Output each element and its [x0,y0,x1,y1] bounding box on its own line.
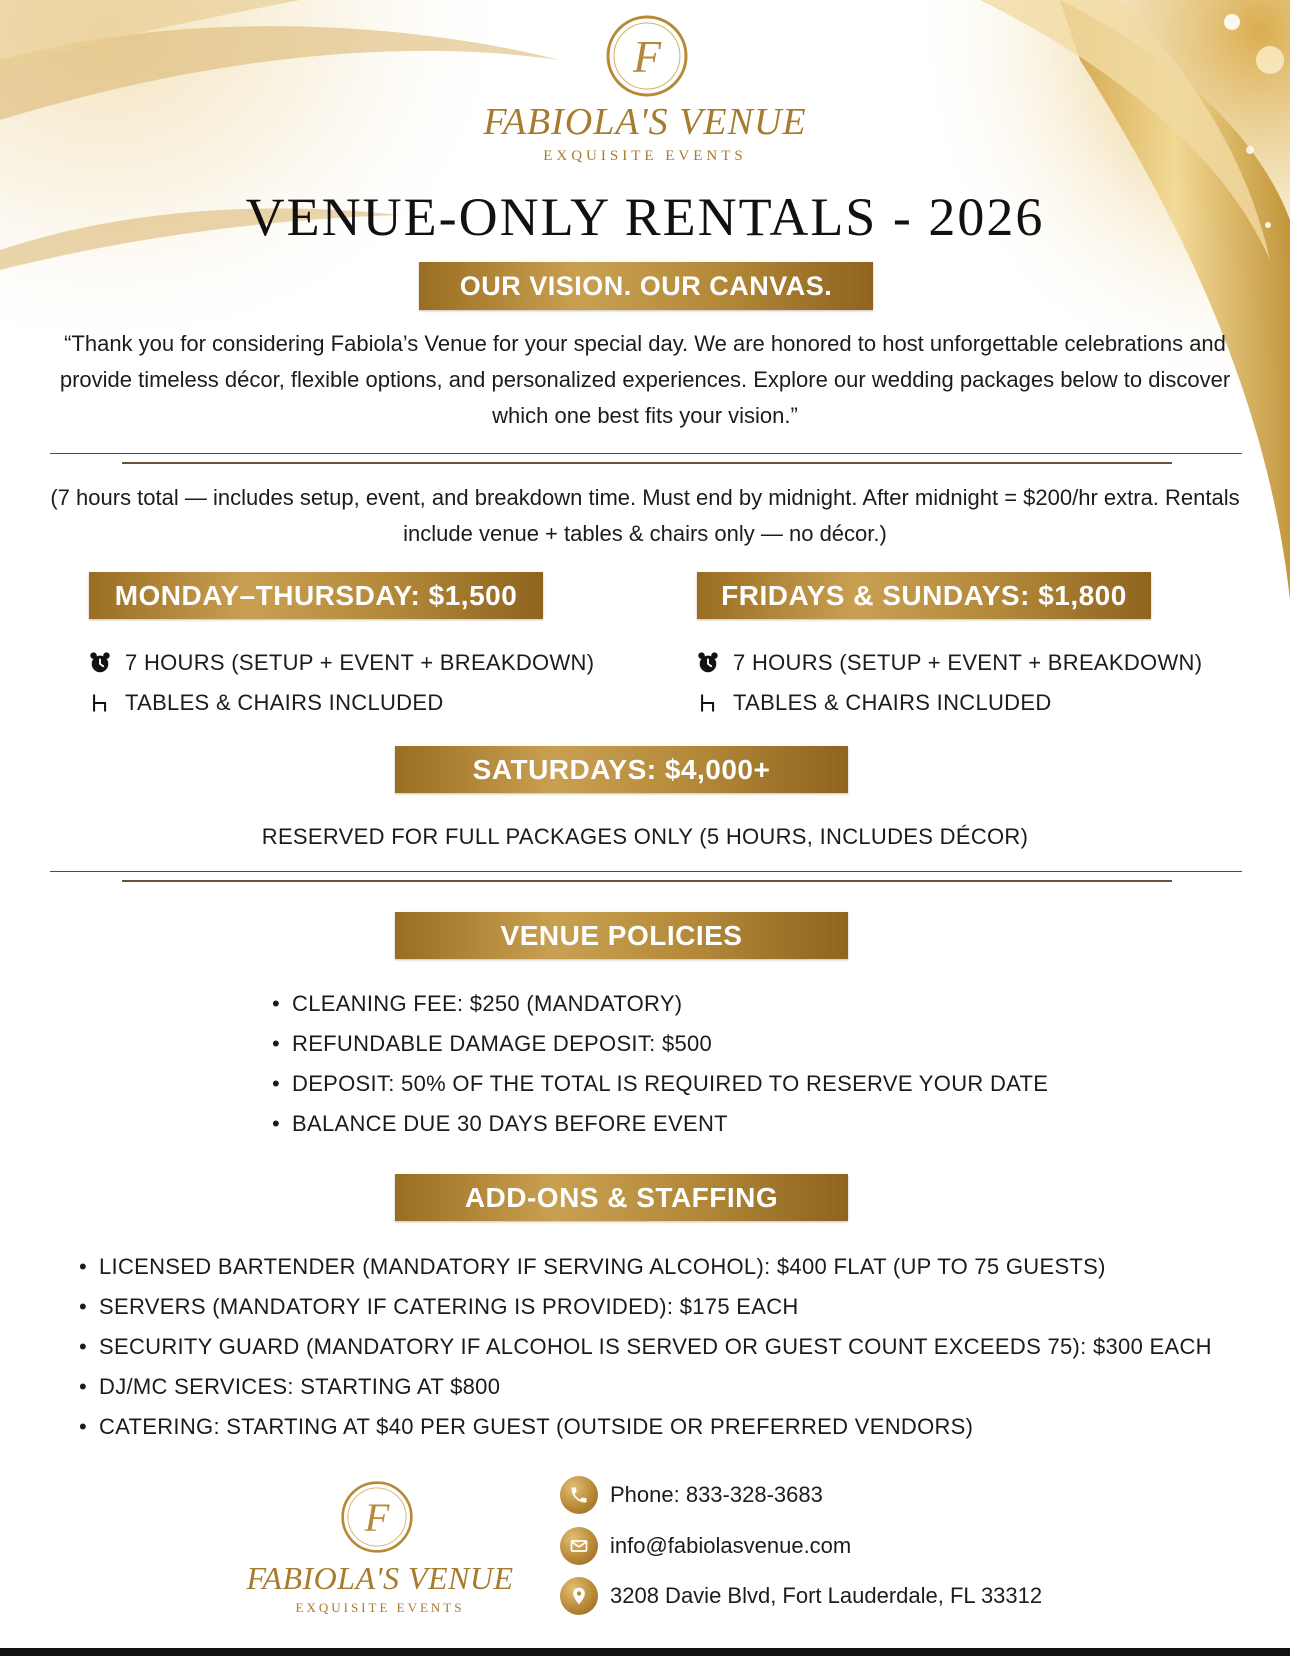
email-icon [560,1527,598,1565]
contact-phone[interactable] [560,1476,823,1514]
bullet: • [272,1111,281,1136]
weekday-price-label: MONDAY–THURSDAY: $1,500 [114,579,518,611]
contact-address[interactable] [560,1577,1042,1615]
list-item [79,1287,1212,1327]
saturday-price-banner [395,746,848,793]
addons-banner [395,1174,848,1221]
intro-paragraph: “Thank you for considering Fabiola’s Venue for your special day. We are honored to host unforgettable celebrations and provide timeless décor, flexible options, and personalized experiences. Explore our wedding packages below to discover which one best fits your vision.” [59,331,1231,428]
bullet: • [79,1374,88,1399]
addons-heading: ADD-ONS & STAFFING [464,1181,779,1213]
contact-email-text: info@fabiolasvenue.com [610,1533,852,1558]
brand-name: FABIOLA'S VENUE [483,101,807,143]
divider-top-inner [122,462,1172,464]
policy-text: REFUNDABLE DAMAGE DEPOSIT: $500 [292,1031,713,1056]
contact-phone-text: Phone: 833-328-3683 [610,1482,823,1507]
brand-tagline: EXQUISITE EVENTS [543,148,747,164]
policies-banner [395,912,848,959]
alarm-clock-icon [87,650,113,676]
monogram-logo-bottom [340,1480,414,1554]
fri-sun-price-label: FRIDAYS & SUNDAYS: $1,800 [721,579,1127,611]
list-item [272,984,1048,1024]
list-item [79,1327,1212,1367]
chair-icon [87,690,113,716]
list-item [272,1104,1048,1144]
hours-note: (7 hours total — includes setup, event, and breakdown time. Must end by midnight. After midnight = $200/hr extra. Rentals include venue + tables & chairs only — no décor.) [50,485,1240,546]
addon-text: SERVERS (MANDATORY IF CATERING IS PROVIDED): $175 EACH [99,1294,799,1319]
location-pin-icon [560,1577,598,1615]
fri-sun-feature-tables-text: TABLES & CHAIRS INCLUDED [733,690,1052,715]
addons-list [79,1247,1212,1447]
fri-sun-feature-hours [695,650,1202,676]
contact-email[interactable] [560,1527,851,1565]
list-item [79,1407,1212,1447]
phone-icon [560,1476,598,1514]
fri-sun-feature-tables [695,690,1052,716]
contact-address-text: 3208 Davie Blvd, Fort Lauderdale, FL 33312 [610,1583,1043,1608]
addon-text: LICENSED BARTENDER (MANDATORY IF SERVING ALCOHOL): $400 FLAT (UP TO 75 GUESTS) [99,1254,1106,1279]
addon-text: DJ/MC SERVICES: STARTING AT $800 [99,1374,501,1399]
brand-name-bottom: FABIOLA'S VENUE [246,1560,514,1596]
bullet: • [272,991,281,1016]
monogram-logo-top [605,14,689,98]
weekday-feature-tables-text: TABLES & CHAIRS INCLUDED [125,690,444,715]
subtitle-text: OUR VISION. OUR CANVAS. [459,270,833,301]
weekday-feature-hours [87,650,594,676]
chair-icon [695,690,721,716]
bottom-border [0,1648,1290,1656]
monogram-letter-bottom: F [364,1495,390,1541]
divider-top-outer [50,453,1242,454]
weekday-feature-hours-text: 7 HOURS (SETUP + EVENT + BREAKDOWN) [125,650,595,675]
bullet: • [79,1254,88,1279]
alarm-clock-icon [695,650,721,676]
page-title: VENUE-ONLY RENTALS - 2026 [245,187,1045,247]
saturday-note: RESERVED FOR FULL PACKAGES ONLY (5 HOURS, INCLUDES DÉCOR) [261,824,1029,849]
fri-sun-feature-hours-text: 7 HOURS (SETUP + EVENT + BREAKDOWN) [733,650,1203,675]
saturday-price-label: SATURDAYS: $4,000+ [472,753,771,785]
brand-tagline-bottom: EXQUISITE EVENTS [295,1600,465,1615]
divider-mid-inner [122,880,1172,882]
policy-text: CLEANING FEE: $250 (MANDATORY) [292,991,683,1016]
bullet: • [79,1414,88,1439]
policy-text: BALANCE DUE 30 DAYS BEFORE EVENT [292,1111,728,1136]
list-item [272,1024,1048,1064]
policies-list [272,984,1048,1144]
bullet: • [79,1294,88,1319]
bullet: • [272,1071,281,1096]
fri-sun-price-banner [697,572,1151,619]
list-item [79,1367,1212,1407]
monogram-letter: F [632,31,662,82]
list-item [79,1247,1212,1287]
addon-text: CATERING: STARTING AT $40 PER GUEST (OUTSIDE OR PREFERRED VENDORS) [99,1414,974,1439]
bullet: • [79,1334,88,1359]
weekday-price-banner [89,572,543,619]
policy-text: DEPOSIT: 50% OF THE TOTAL IS REQUIRED TO RESERVE YOUR DATE [292,1071,1049,1096]
addon-text: SECURITY GUARD (MANDATORY IF ALCOHOL IS SERVED OR GUEST COUNT EXCEEDS 75): $300 EACH [99,1334,1212,1359]
list-item [272,1064,1048,1104]
subtitle-banner [419,262,873,310]
divider-mid-outer [50,871,1242,872]
weekday-feature-tables [87,690,444,716]
bullet: • [272,1031,281,1056]
policies-heading: VENUE POLICIES [500,919,743,951]
